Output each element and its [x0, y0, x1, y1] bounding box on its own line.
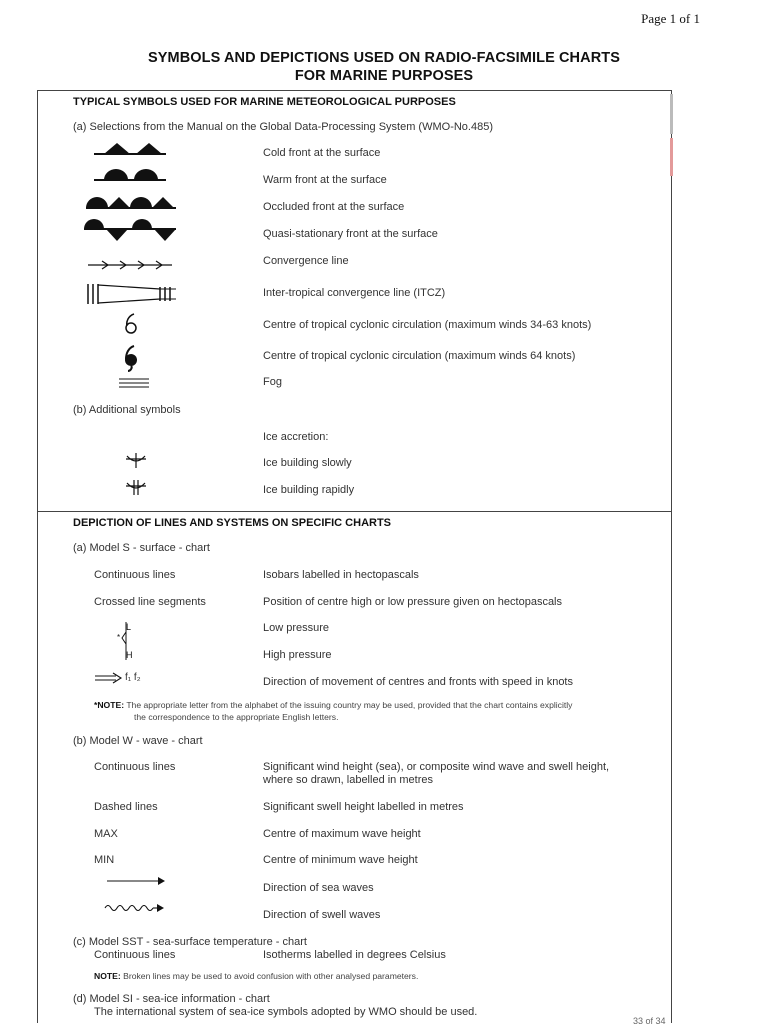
note-c-prefix: NOTE: — [94, 971, 121, 981]
ice-accretion-label: Ice accretion: — [263, 431, 329, 443]
model-w-label-1b: where so drawn, labelled in metres — [263, 774, 433, 786]
section1-sub-a: (a) Selections from the Manual on the Global Data-Processing System (WMO-No.485) — [73, 121, 493, 133]
itcz-label: Inter-tropical convergence line (ITCZ) — [263, 287, 446, 299]
warm-front-label: Warm front at the surface — [263, 174, 387, 186]
tropical-storm-icon — [122, 310, 142, 338]
ice-rapid-label: Ice building rapidly — [263, 484, 355, 496]
pressure-high-letter: H — [126, 650, 133, 660]
section2-sub-a: (a) Model S - surface - chart — [73, 542, 210, 554]
note-a-prefix: *NOTE: — [94, 700, 125, 710]
model-s-left-2: Crossed line segments — [94, 596, 206, 608]
note-a-line1: The appropriate letter from the alphabet of the issuing country may be used, provided that the chart contains explicitly — [126, 700, 573, 710]
model-w-left-1: Continuous lines — [94, 761, 176, 773]
model-sst-label: Isotherms labelled in degrees Celsius — [263, 949, 446, 961]
low-pressure-label: Low pressure — [263, 622, 330, 634]
document-title-line1: SYMBOLS AND DEPICTIONS USED ON RADIO-FACSIMILE CHARTS — [147, 50, 620, 66]
model-w-label-3: Centre of maximum wave height — [263, 828, 421, 840]
side-stamp — [667, 94, 677, 184]
model-w-left-2: Dashed lines — [94, 801, 158, 813]
note-c-text: Broken lines may be used to avoid confusion with other analysed parameters. — [123, 971, 419, 981]
occluded-front-label: Occluded front at the surface — [263, 201, 405, 213]
note-c — [94, 970, 674, 982]
note-a-line2: the correspondence to the appropriate English letters. — [134, 712, 339, 722]
swell-waves-label: Direction of swell waves — [263, 909, 381, 921]
movement-label: Direction of movement of centres and fronts with speed in knots — [263, 676, 573, 688]
model-w-left-4: MIN — [94, 854, 115, 866]
section2-heading: DEPICTION OF LINES AND SYSTEMS ON SPECIFIC CHARTS — [73, 517, 392, 529]
pressure-star: * — [117, 633, 121, 642]
tropical-storm-label: Centre of tropical cyclonic circulation (maximum winds 34-63 knots) — [263, 319, 592, 331]
model-w-label-4: Centre of minimum wave height — [263, 854, 418, 866]
movement-speed-text: f₁ f₂ — [125, 672, 141, 683]
occluded-front-icon — [86, 194, 178, 210]
sea-waves-label: Direction of sea waves — [263, 882, 374, 894]
section1-sub-b: (b) Additional symbols — [73, 404, 181, 416]
sea-wave-arrow-icon — [106, 876, 166, 886]
ice-rapid-icon — [125, 480, 147, 496]
page-footer-fragment: 33 of 34 — [633, 1016, 666, 1026]
section-divider — [37, 511, 671, 512]
stationary-front-label: Quasi-stationary front at the surface — [263, 228, 438, 240]
cold-front-icon — [92, 140, 168, 156]
stationary-front-icon — [84, 217, 178, 243]
model-s-left-1: Continuous lines — [94, 569, 176, 581]
cold-front-label: Cold front at the surface — [263, 147, 381, 159]
section2-sub-c: (c) Model SST - sea-surface temperature - chart — [73, 936, 307, 948]
itcz-icon — [86, 282, 178, 306]
convergence-line-icon — [88, 258, 174, 270]
hurricane-label: Centre of tropical cyclonic circulation (maximum winds 64 knots) — [263, 350, 576, 362]
high-pressure-label: High pressure — [263, 649, 332, 661]
ice-slow-icon — [125, 453, 147, 469]
section1-heading: TYPICAL SYMBOLS USED FOR MARINE METEOROLOGICAL PURPOSES — [73, 96, 456, 108]
page-number: Page 1 of 1 — [641, 11, 700, 26]
model-sst-left: Continuous lines — [94, 949, 176, 961]
swell-arrow-icon — [104, 902, 166, 914]
ice-slow-label: Ice building slowly — [263, 457, 352, 469]
pressure-low-letter: L — [126, 622, 132, 632]
model-si-text: The international system of sea-ice symbols adopted by WMO should be used. — [94, 1006, 478, 1018]
model-s-label-2: Position of centre high or low pressure given on hectopascals — [263, 596, 563, 608]
section2-sub-d: (d) Model SI - sea-ice information - chart — [73, 993, 270, 1005]
model-w-label-1: Significant wind height (sea), or composite wind wave and swell height, — [263, 761, 610, 773]
warm-front-icon — [92, 166, 168, 182]
model-s-label-1: Isobars labelled in hectopascals — [263, 569, 419, 581]
note-a — [94, 699, 674, 723]
fog-icon — [118, 377, 150, 389]
convergence-line-label: Convergence line — [263, 255, 349, 267]
double-arrow-icon — [94, 672, 124, 684]
model-w-label-2: Significant swell height labelled in metres — [263, 801, 464, 813]
section2-sub-b: (b) Model W - wave - chart — [73, 735, 203, 747]
document-title-line2: FOR MARINE PURPOSES — [294, 68, 474, 84]
fog-label: Fog — [263, 376, 282, 388]
model-w-left-3: MAX — [94, 828, 118, 840]
hurricane-icon — [122, 342, 142, 372]
